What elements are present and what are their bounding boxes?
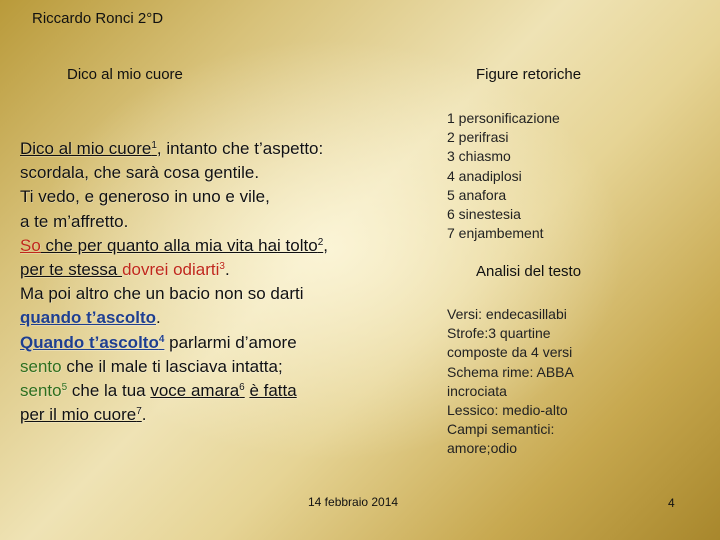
poem-line-1 bbox=[20, 137, 328, 161]
figure-item: 4 anadiplosi bbox=[447, 167, 522, 184]
figure-ref: 7 bbox=[136, 406, 142, 418]
poem-phrase bbox=[20, 139, 157, 158]
figures-list bbox=[447, 109, 560, 243]
page-number: 4 bbox=[668, 496, 675, 510]
author-name: Riccardo Ronci 2°D bbox=[32, 10, 164, 27]
poem-fragment: è fatta bbox=[249, 381, 297, 401]
poem-fragment: che la tua bbox=[67, 381, 151, 401]
poem-line-10 bbox=[20, 355, 328, 379]
poem-fragment: quando t’ascolto bbox=[20, 308, 156, 328]
figure-item: 1 personificazione bbox=[447, 110, 560, 126]
poem-fragment: , bbox=[323, 235, 328, 255]
poem-line-3: Ti vedo, e generoso in uno e vile, bbox=[20, 187, 270, 207]
poem-fragment: . bbox=[156, 308, 161, 328]
poem-line-12 bbox=[20, 403, 328, 427]
figure-item: 7 enjambement bbox=[447, 225, 544, 242]
poem-fragment: . bbox=[141, 405, 147, 425]
poem-fragment: Dico al mio cuore bbox=[20, 139, 152, 158]
poem-fragment: che il male ti lasciava intatta; bbox=[61, 356, 283, 376]
poem-phrase bbox=[20, 381, 67, 400]
analysis-list bbox=[447, 305, 574, 459]
poem-fragment: . bbox=[224, 260, 230, 280]
analysis-item: Schema rime: ABBA bbox=[447, 363, 574, 380]
figure-ref: 4 bbox=[158, 333, 165, 345]
figure-item: 3 chiasmo bbox=[447, 148, 511, 165]
figure-ref: 1 bbox=[151, 140, 157, 151]
poem-fragment: , intanto che t’aspetto: bbox=[156, 139, 324, 158]
analysis-item: incrociata bbox=[447, 382, 507, 399]
figure-ref: 5 bbox=[61, 382, 68, 394]
poem-fragment: per te stessa bbox=[20, 260, 123, 280]
poem-fragment: voce amara bbox=[150, 381, 240, 401]
figures-title: Figure retoriche bbox=[476, 66, 582, 83]
poem-fragment: sento bbox=[20, 381, 62, 401]
poem-fragment: parlarmi d’amore bbox=[164, 332, 297, 352]
poem-line-2: scordala, che sarà cosa gentile. bbox=[20, 163, 260, 183]
poem-phrase bbox=[20, 405, 142, 424]
figure-ref: 3 bbox=[219, 261, 225, 273]
poem-fragment: che per quanto alla mia vita hai tolto bbox=[40, 235, 318, 255]
poem-fragment: per il mio cuore bbox=[20, 405, 137, 425]
poem-fragment: sento bbox=[20, 356, 62, 376]
analysis-item: Strofe:3 quartine bbox=[447, 325, 551, 342]
figure-ref: 6 bbox=[239, 382, 245, 394]
poem-line-5 bbox=[20, 234, 328, 258]
poem-phrase bbox=[150, 381, 244, 400]
poem-line-11 bbox=[20, 379, 328, 403]
poem-line-6 bbox=[20, 258, 328, 282]
analysis-item: Versi: endecasillabi bbox=[447, 306, 567, 322]
poem-text bbox=[20, 137, 328, 427]
figure-item: 2 perifrasi bbox=[447, 129, 509, 146]
analysis-item: amore;odio bbox=[447, 440, 518, 457]
poem-phrase bbox=[20, 333, 164, 352]
poem-fragment: dovrei odiarti bbox=[122, 260, 220, 280]
poem-line-4: a te m’affretto. bbox=[20, 211, 129, 231]
analysis-title: Analisi del testo bbox=[476, 263, 582, 280]
poem-title: Dico al mio cuore bbox=[67, 66, 183, 83]
poem-line-8 bbox=[20, 306, 328, 330]
footer-date: 14 febbraio 2014 bbox=[308, 495, 399, 509]
analysis-item: Campi semantici: bbox=[447, 421, 555, 438]
figure-item: 6 sinestesia bbox=[447, 206, 521, 223]
poem-phrase bbox=[41, 236, 323, 255]
analysis-item: Lessico: medio-alto bbox=[447, 402, 568, 419]
poem-fragment: Quando t’ascolto bbox=[20, 332, 159, 352]
analysis-item: composte da 4 versi bbox=[447, 344, 573, 361]
poem-line-9 bbox=[20, 331, 328, 355]
figure-ref: 2 bbox=[317, 236, 324, 248]
poem-fragment: So bbox=[20, 235, 41, 255]
figure-item: 5 anafora bbox=[447, 186, 507, 203]
poem-line-7: Ma poi altro che un bacio non so darti bbox=[20, 284, 304, 304]
poem-phrase bbox=[122, 260, 225, 279]
